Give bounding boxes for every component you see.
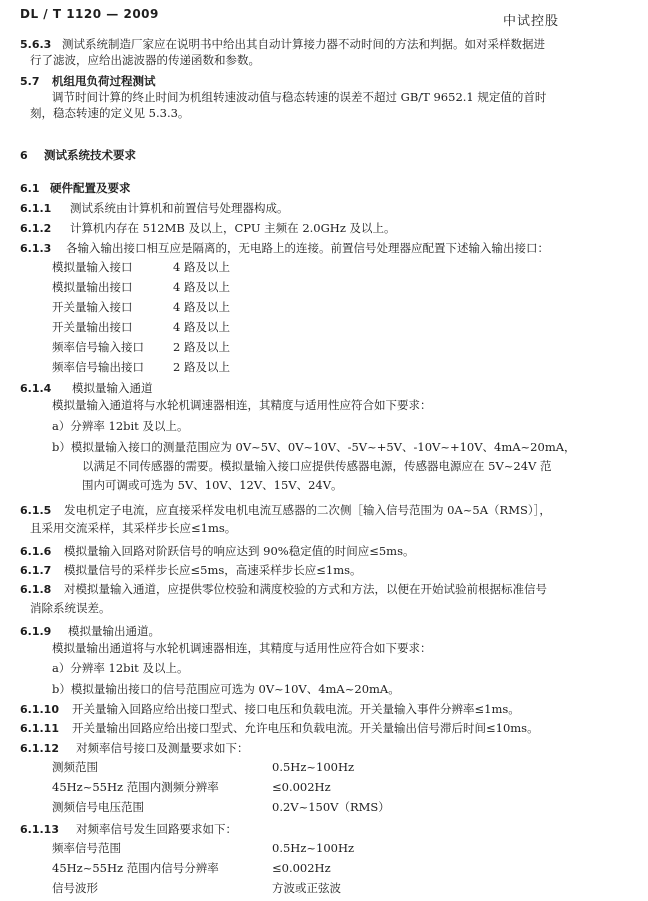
interface-name: 频率信号输入接口: [52, 340, 144, 354]
freq-measure-value: ≤0.002Hz: [272, 780, 331, 794]
clause-6-1-4-item-b-line-2: 以满足不同传感器的需要。模拟量输入接口应提供传感器电源，传感器电源应在 5V~24V 范: [82, 459, 552, 473]
clause-6-1-11: 6.1.11 开关量输出回路应给出接口型式、允许电压和负载电流。开关量输出信号滞后时间≤10ms。: [20, 721, 539, 735]
interface-name: 开关量输出接口: [52, 320, 133, 334]
clause-6-1-12: 6.1.12 对频率信号接口及测量要求如下：: [20, 741, 249, 755]
interface-spec: 4 路及以上: [173, 260, 230, 274]
clause-6-1-8-line-1: 6.1.8 对模拟量输入通道，应提供零位校验和满度校验的方式和方法，以便在开始试验前根据标准信号: [20, 582, 547, 596]
interface-name: 模拟量输入接口: [52, 260, 133, 274]
interface-name: 频率信号输出接口: [52, 360, 144, 374]
clause-6-1-13: 6.1.13 对频率信号发生回路要求如下：: [20, 822, 237, 836]
interface-spec: 4 路及以上: [173, 320, 230, 334]
clause-6-1-8-line-2: 消除系统误差。: [30, 601, 111, 615]
freq-measure-item: 45Hz~55Hz 范围内测频分辨率: [52, 780, 219, 794]
interface-spec: 4 路及以上: [173, 280, 230, 294]
clause-6-1-9-item-b: b）模拟量输出接口的信号范围应可选为 0V~10V、4mA~20mA。: [52, 682, 400, 696]
chapter-6-heading: 6 测试系统技术要求: [20, 148, 136, 162]
freq-measure-value: 0.5Hz~100Hz: [272, 760, 355, 774]
clause-6-1-9-text: 模拟量输出通道将与水轮机调速器相连，其精度与适用性应符合如下要求：: [52, 641, 432, 655]
freq-measure-item: 测频信号电压范围: [52, 800, 144, 814]
clause-6-1-heading: 6.1 硬件配置及要求: [20, 181, 131, 195]
interface-spec: 2 路及以上: [173, 360, 230, 374]
interface-spec: 4 路及以上: [173, 300, 230, 314]
freq-generate-item: 45Hz~55Hz 范围内信号分辨率: [52, 861, 219, 875]
clause-6-1-4-heading: 6.1.4 模拟量输入通道: [20, 381, 153, 395]
freq-generate-item: 频率信号范围: [52, 841, 121, 855]
freq-generate-value: ≤0.002Hz: [272, 861, 331, 875]
company-logo-text: 中试控股: [503, 14, 560, 29]
clause-6-1-5-line-1: 6.1.5 发电机定子电流，应直接采样发电机电流互感器的二次侧［输入信号范围为 0A~5A（RMS）］，: [20, 503, 551, 517]
clause-6-1-4-item-b-line-3: 围内可调或可选为 5V、10V、12V、15V、24V。: [82, 478, 343, 492]
clause-6-1-6: 6.1.6 模拟量输入回路对阶跃信号的响应达到 90%稳定值的时间应≤5ms。: [20, 544, 415, 558]
freq-measure-item: 测频范围: [52, 760, 98, 774]
clause-6-1-3: 6.1.3 各输入输出接口相互应是隔离的，无电路上的连接。前置信号处理器应配置下述输入输出接口：: [20, 241, 549, 255]
freq-generate-value: 0.5Hz~100Hz: [272, 841, 355, 855]
interface-spec: 2 路及以上: [173, 340, 230, 354]
clause-6-1-1: 6.1.1 测试系统由计算机和前置信号处理器构成。: [20, 201, 289, 215]
interface-name: 开关量输入接口: [52, 300, 133, 314]
clause-6-1-7: 6.1.7 模拟量信号的采样步长应≤5ms，高速采样步长应≤1ms。: [20, 563, 362, 577]
clause-5-6-3-line-2: 行了滤波，应给出滤波器的传递函数和参数。: [30, 53, 260, 67]
clause-6-1-9-item-a: a）分辨率 12bit 及以上。: [52, 661, 189, 675]
clause-6-1-10: 6.1.10 开关量输入回路应给出接口型式、接口电压和负载电流。开关量输入事件分辨率≤1ms。: [20, 702, 520, 716]
interface-name: 模拟量输出接口: [52, 280, 133, 294]
clause-5-7-line-2: 刻，稳态转速的定义见 5.3.3。: [30, 106, 190, 120]
clause-6-1-2: 6.1.2 计算机内存在 512MB 及以上，CPU 主频在 2.0GHz 及以上。: [20, 221, 396, 235]
clause-5-7-line-1: 调节时间计算的终止时间为机组转速波动值与稳态转速的误差不超过 GB/T 9652.1 规定值的首时: [52, 90, 547, 104]
standard-number: DL / T 1120 — 2009: [20, 7, 159, 21]
clause-5-7-heading: 5.7 机组甩负荷过程测试: [20, 74, 156, 88]
clause-6-1-4-item-a: a）分辨率 12bit 及以上。: [52, 419, 189, 433]
clause-6-1-9-heading: 6.1.9 模拟量输出通道。: [20, 624, 160, 638]
clause-6-1-4-text: 模拟量输入通道将与水轮机调速器相连，其精度与适用性应符合如下要求：: [52, 398, 432, 412]
freq-generate-value: 方波或正弦波: [272, 881, 341, 895]
clause-6-1-5-line-2: 且采用交流采样，其采样步长应≤1ms。: [30, 521, 237, 535]
clause-6-1-4-item-b-line-1: b）模拟量输入接口的测量范围应为 0V~5V、0V~10V、-5V~+5V、-10V~+10V、4mA~20mA，: [52, 440, 576, 454]
freq-generate-item: 信号波形: [52, 881, 98, 895]
freq-measure-value: 0.2V~150V（RMS）: [272, 800, 390, 814]
clause-5-6-3-line-1: 5.6.3 测试系统制造厂家应在说明书中给出其自动计算接力器不动时间的方法和判据。如对采样数据进: [20, 37, 545, 51]
